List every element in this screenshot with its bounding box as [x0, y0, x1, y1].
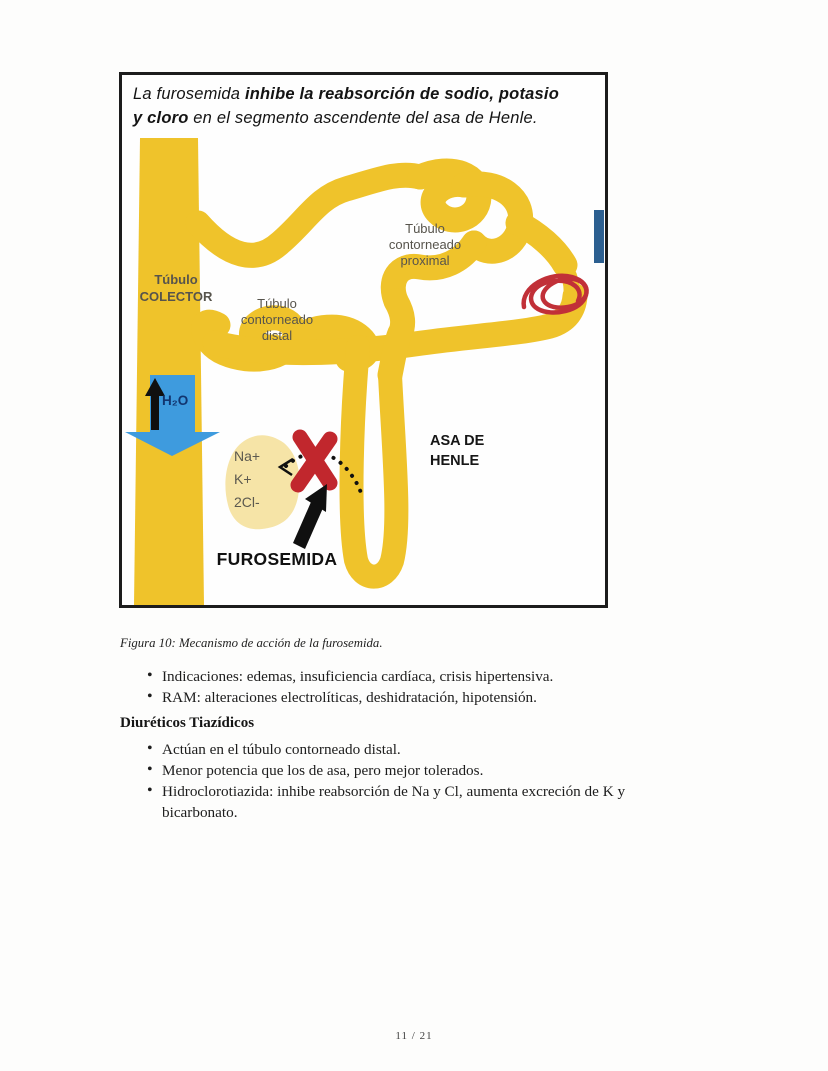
list-item: • RAM: alteraciones electrolíticas, deshidratación, hipotensión. [120, 687, 660, 708]
label-furosemide-drug: FUROSEMIDA [216, 549, 338, 569]
furosemide-bullet-list [120, 666, 660, 708]
figure-title-line2: y cloro en el segmento ascendente del asa de Henle. [133, 109, 538, 127]
label-ions: Na+ K+ 2Cl- [234, 448, 261, 510]
list-item: • Indicaciones: edemas, insuficiencia cardíaca, crisis hipertensiva. [120, 666, 660, 687]
blue-edge-marker [594, 210, 604, 263]
figure-title-line1: La furosemida inhibe la reabsorción de sodio, potasio [133, 85, 559, 103]
figure-caption: Figura 10: Mecanismo de acción de la furosemida. [120, 636, 383, 650]
page-number: 11 / 21 [395, 1030, 433, 1042]
collecting-duct-shape [134, 138, 204, 605]
label-proximal-tubule: Túbulo contorneado proximal [388, 221, 462, 268]
nephron-diagram-svg [122, 75, 605, 605]
label-loop-of-henle: ASA DE HENLE [430, 433, 485, 469]
list-item: • Actúan en el túbulo contorneado distal. [120, 739, 682, 760]
thiazides-bullet-list [120, 739, 682, 823]
figure-furosemide-diagram [119, 72, 608, 608]
label-distal-tubule: Túbulo contorneado distal [240, 296, 314, 343]
label-water: H₂O [162, 393, 189, 408]
list-item: • Hidroclorotiazida: inhibe reabsorción de Na y Cl, aumenta excreción de K y bicarbonato. [120, 781, 682, 823]
list-item: • Menor potencia que los de asa, pero mejor tolerados. [120, 760, 682, 781]
label-collecting-duct: Túbulo COLECTOR [139, 272, 213, 304]
figure-title [133, 82, 599, 130]
section-heading-thiazides: Diuréticos Tiazídicos [120, 715, 255, 731]
